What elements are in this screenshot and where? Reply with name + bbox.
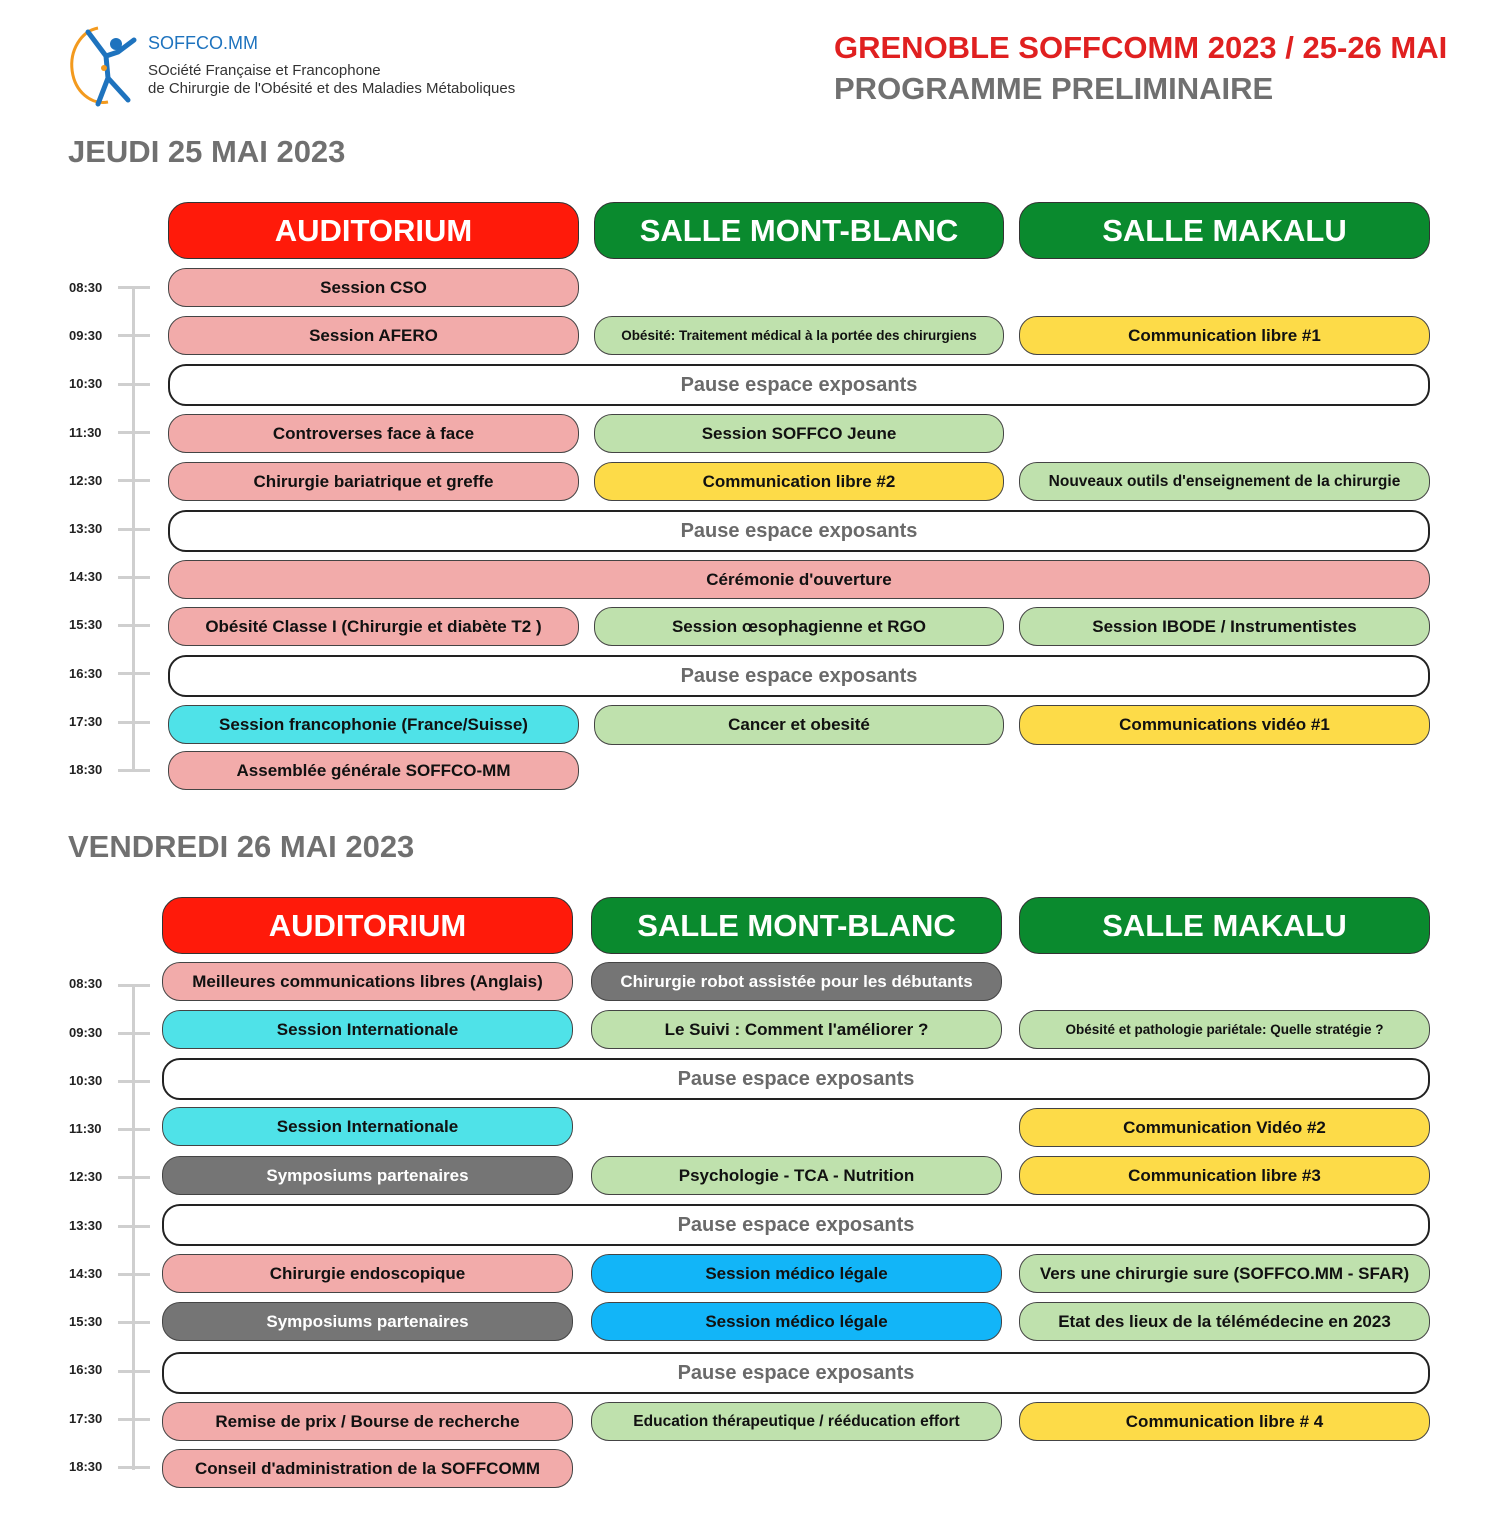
session-block[interactable]: Controverses face à face xyxy=(168,414,579,453)
session-block[interactable]: Session Internationale xyxy=(162,1010,573,1049)
column-header-auditorium: AUDITORIUM xyxy=(162,897,573,954)
time-label: 18:30 xyxy=(69,762,103,777)
session-block[interactable]: Remise de prix / Bourse de recherche xyxy=(162,1402,573,1441)
session-block[interactable]: Chirurgie endoscopique xyxy=(162,1254,573,1293)
time-label: 15:30 xyxy=(69,1314,103,1329)
time-label: 18:30 xyxy=(69,1459,103,1474)
session-block[interactable]: Session médico légale xyxy=(591,1254,1002,1293)
timeline-tick xyxy=(118,1321,150,1324)
time-label: 15:30 xyxy=(69,617,103,632)
session-block[interactable]: Cancer et obesité xyxy=(594,705,1004,745)
session-block[interactable]: Chirurgie robot assistée pour les débutants xyxy=(591,962,1002,1001)
session-block[interactable]: Obésité: Traitement médical à la portée des chirurgiens xyxy=(594,316,1004,355)
break-block[interactable]: Pause espace exposants xyxy=(162,1058,1430,1100)
time-label: 09:30 xyxy=(69,328,103,343)
time-label: 16:30 xyxy=(69,1362,103,1377)
time-label: 13:30 xyxy=(69,521,103,536)
session-block[interactable]: Communication libre #2 xyxy=(594,462,1004,501)
timeline-tick xyxy=(118,1273,150,1276)
timeline-tick xyxy=(118,1466,150,1469)
timeline-tick xyxy=(118,528,150,531)
timeline-tick xyxy=(118,769,150,772)
column-header-auditorium: AUDITORIUM xyxy=(168,202,579,259)
session-block[interactable]: Session AFERO xyxy=(168,316,579,355)
session-block[interactable]: Nouveaux outils d'enseignement de la chirurgie xyxy=(1019,462,1430,501)
timeline-tick xyxy=(118,383,150,386)
session-block[interactable]: Session médico légale xyxy=(591,1302,1002,1341)
session-block[interactable]: Le Suivi : Comment l'améliorer ? xyxy=(591,1010,1002,1049)
time-label: 17:30 xyxy=(69,1411,103,1426)
timeline-tick xyxy=(118,1225,150,1228)
day-title: JEUDI 25 MAI 2023 xyxy=(68,134,346,169)
session-block[interactable]: Session IBODE / Instrumentistes xyxy=(1019,607,1430,646)
break-block[interactable]: Pause espace exposants xyxy=(162,1204,1430,1246)
timeline-tick xyxy=(118,479,150,482)
session-block[interactable]: Session CSO xyxy=(168,268,579,307)
time-label: 10:30 xyxy=(69,1073,103,1088)
timeline-tick xyxy=(118,1370,150,1373)
break-block[interactable]: Pause espace exposants xyxy=(162,1352,1430,1394)
time-label: 16:30 xyxy=(69,666,103,681)
timeline-tick xyxy=(118,576,150,579)
session-block[interactable]: Cérémonie d'ouverture xyxy=(168,560,1430,599)
session-block[interactable]: Meilleures communications libres (Anglais) xyxy=(162,962,573,1001)
time-label: 11:30 xyxy=(69,425,102,440)
timeline-tick xyxy=(118,672,150,675)
timeline-tick xyxy=(118,334,150,337)
session-block[interactable]: Communication libre # 4 xyxy=(1019,1402,1430,1441)
timeline-tick xyxy=(118,1032,150,1035)
session-block[interactable]: Symposiums partenaires xyxy=(162,1302,573,1341)
session-block[interactable]: Vers une chirurgie sure (SOFFCO.MM - SFAR) xyxy=(1019,1254,1430,1293)
session-block[interactable]: Session SOFFCO Jeune xyxy=(594,414,1004,453)
session-block[interactable]: Obésité et pathologie pariétale: Quelle stratégie ? xyxy=(1019,1010,1430,1049)
timeline-tick xyxy=(118,286,150,289)
session-block[interactable]: Session Internationale xyxy=(162,1107,573,1146)
timeline-tick xyxy=(118,1176,150,1179)
column-header-mont-blanc: SALLE MONT-BLANC xyxy=(591,897,1002,954)
session-block[interactable]: Obésité Classe I (Chirurgie et diabète T2 ) xyxy=(168,607,579,646)
column-header-mont-blanc: SALLE MONT-BLANC xyxy=(594,202,1004,259)
time-label: 08:30 xyxy=(69,280,103,295)
column-header-makalu: SALLE MAKALU xyxy=(1019,897,1430,954)
session-block[interactable]: Communication Vidéo #2 xyxy=(1019,1108,1430,1147)
time-label: 14:30 xyxy=(69,1266,103,1281)
day-title: VENDREDI 26 MAI 2023 xyxy=(68,829,415,864)
break-block[interactable]: Pause espace exposants xyxy=(168,510,1430,552)
session-block[interactable]: Assemblée générale SOFFCO-MM xyxy=(168,751,579,790)
break-block[interactable]: Pause espace exposants xyxy=(168,364,1430,406)
time-label: 10:30 xyxy=(69,376,103,391)
timeline-tick xyxy=(118,624,150,627)
session-block[interactable]: Conseil d'administration de la SOFFCOMM xyxy=(162,1449,573,1488)
break-block[interactable]: Pause espace exposants xyxy=(168,655,1430,697)
timeline-tick xyxy=(118,1080,150,1083)
session-block[interactable]: Psychologie - TCA - Nutrition xyxy=(591,1156,1002,1195)
timeline-tick xyxy=(118,1128,150,1131)
timeline-tick xyxy=(118,1418,150,1421)
org-fullname-line2: de Chirurgie de l'Obésité et des Maladies Métaboliques xyxy=(148,80,516,97)
session-block[interactable]: Communication libre #1 xyxy=(1019,316,1430,355)
time-label: 17:30 xyxy=(69,714,103,729)
session-block[interactable]: Communication libre #3 xyxy=(1019,1156,1430,1195)
session-block[interactable]: Education thérapeutique / rééducation effort xyxy=(591,1402,1002,1441)
session-block[interactable]: Etat des lieux de la télémédecine en 2023 xyxy=(1019,1302,1430,1341)
timeline-tick xyxy=(118,721,150,724)
session-block[interactable]: Session œsophagienne et RGO xyxy=(594,607,1004,646)
org-fullname-line1: SOciété Française et Francophone xyxy=(148,62,381,79)
session-block[interactable]: Chirurgie bariatrique et greffe xyxy=(168,462,579,501)
time-label: 12:30 xyxy=(69,473,103,488)
time-label: 09:30 xyxy=(69,1025,103,1040)
time-label: 13:30 xyxy=(69,1218,103,1233)
column-header-makalu: SALLE MAKALU xyxy=(1019,202,1430,259)
session-block[interactable]: Communications vidéo #1 xyxy=(1019,705,1430,745)
event-title: GRENOBLE SOFFCOMM 2023 / 25-26 MAI xyxy=(834,30,1448,65)
event-subtitle: PROGRAMME PRELIMINAIRE xyxy=(834,71,1274,106)
soffco-logo xyxy=(68,22,140,108)
time-label: 14:30 xyxy=(69,569,103,584)
timeline-tick xyxy=(118,984,150,987)
org-name: SOFFCO.MM xyxy=(148,33,258,53)
session-block[interactable]: Session francophonie (France/Suisse) xyxy=(168,705,579,744)
time-label: 11:30 xyxy=(69,1121,102,1136)
time-label: 08:30 xyxy=(69,976,103,991)
timeline-tick xyxy=(118,431,150,434)
time-label: 12:30 xyxy=(69,1169,103,1184)
session-block[interactable]: Symposiums partenaires xyxy=(162,1156,573,1195)
